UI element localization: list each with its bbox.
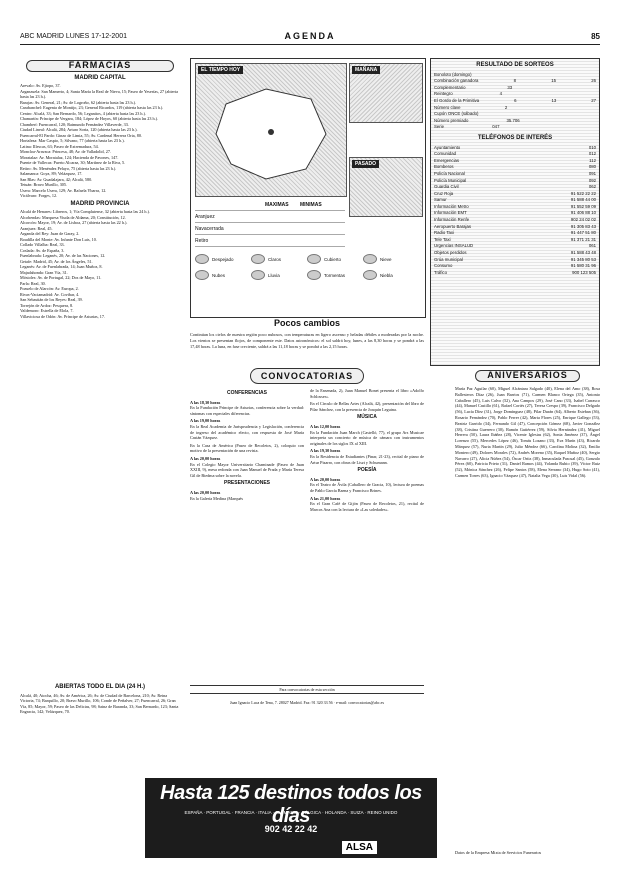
event-description: En la Galería Medina (Marqués: [190, 495, 244, 501]
weather-title: Pocos cambios: [273, 318, 341, 328]
phone-row: [434, 191, 596, 198]
event-description: En la Fundación Príncipe de Asturias, conferencia sobre la verdad: síntomas con especiales diferencias.: [190, 405, 304, 416]
lottery-cell: 27: [591, 97, 596, 103]
ad-subline: ESPAÑA · PORTUGAL · FRANCIA · ITALIA · ALEMANIA · BÉLGICA · HOLANDA · SUIZA · REINO UNIDO: [184, 810, 398, 815]
lottery-cell: Combinación ganadora: [434, 78, 479, 84]
pharmacy-entry: Valdemoro: Estrella de Elola, 7.: [20, 308, 74, 313]
legend-item: Nieve: [363, 251, 419, 267]
pharmacy-entry: Tetuán: Bravo Murillo, 305.: [20, 182, 68, 187]
temp-header-row: MAXIMAS MINIMAS: [195, 199, 345, 211]
phone-name: Ayuntamiento: [434, 144, 461, 150]
lottery-cell: Número clave: [434, 104, 461, 110]
pharmacy-entry: Móstoles: Av. de Portugal, 22; Dos de Mayo, 11.: [20, 275, 102, 280]
pharmacy-entry: Rivas-Vaciamadrid: Av. Covibar, 4.: [20, 291, 80, 297]
pharmacy-entry: Moncloa-Aravaca: Princesa, 48; Av. de Valladolid, 27.: [20, 149, 111, 154]
convocatorias-block: [190, 366, 424, 684]
phone-row: [434, 217, 596, 224]
lottery-results: [434, 72, 596, 131]
phone-row: [434, 224, 596, 231]
temperature-table: [195, 199, 345, 247]
convocatorias-contact: Para convocatorias de esta sección: [190, 685, 424, 694]
event-category: CONFERENCIAS: [226, 390, 267, 396]
event-time: A las 20,00 horas: [190, 455, 221, 461]
phone-number: 061: [588, 243, 596, 249]
phone-row: [434, 184, 596, 191]
pharmacy-entry: Collado Villalba: Real, 33.: [20, 242, 65, 247]
pharmacy-entry: Puente de Vallecas: Puerto Alcaraz, 30; Martínez de la Riva, 5.: [20, 160, 126, 165]
aniversarios-title: ANIVERSARIOS: [475, 370, 580, 382]
pharmacy-entry: Ciudad Lineal: Alcalá, 284; Arturo Soria, 120 (abierta hasta las 23 h.).: [20, 127, 138, 132]
phone-name: Comunidad: [434, 151, 456, 157]
phone-name: Información Metro: [434, 203, 469, 209]
phone-name: Urgencias INSALUD: [434, 243, 474, 249]
phone-number: 062: [588, 184, 596, 190]
pharmacy-entry: Carabanchel: Eugenia de Montijo, 23; General Ricardos, 119 (abierta hasta las 23 h.).: [20, 105, 164, 110]
phone-row: [434, 197, 596, 204]
event-description: En el Colegio Mayor Universitario Chaminade (Paseo de Juan XXIII, 9), mesa redonda con Juan Manuel de Prada y María Teresa Gil de Biedma sobre la novela.: [190, 461, 304, 478]
pharmacy-entry: Retiro: Av. Menéndez Pelayo, 75 (abierta hasta las 23 h.).: [20, 165, 117, 171]
temp-row: Retiro: [195, 235, 345, 247]
phone-name: Guardia Civil: [434, 184, 459, 190]
lottery-row: [434, 78, 596, 85]
phone-name: Consumo: [434, 263, 453, 269]
lottery-box: [430, 58, 600, 366]
legend-item: Tormentas: [307, 267, 363, 283]
phone-number: 91 305 83 43: [570, 223, 596, 229]
pharmacy-entry: Alcalá de Henares: Libreros, 1; Vía Complutense, 32 (abierta hasta las 24 h.).: [20, 209, 150, 214]
farmacias-title: FARMACIAS: [26, 60, 174, 72]
pharmacy-entry: Centro: Alcalá, 33; San Bernardo, 56; Leganitos, 4 (abierta hasta las 23 h.).: [20, 110, 146, 116]
phone-row: [434, 257, 596, 264]
phone-number: 902 24 02 02: [570, 217, 596, 223]
lottery-row: [434, 98, 596, 105]
phone-number: 012: [588, 151, 596, 157]
phone-name: Tele Taxi: [434, 236, 451, 242]
madrid-provincia-heading: MADRID PROVINCIA: [70, 200, 130, 207]
aniversarios-text: María Paz Aguilar (60), Miguel Alcántara Salgado (40), Elena del Amo (38), Rosa Ballesteros Díaz (26), Juan Barrios (71), Carmen Blanco Ortega (35), Antonio Caballero (45), Luis Calvo (52), Ana Campos (29), José Cano (33), Isabel Carrasco (44), Manuel Castillo (61), Rafael Cortés (27), Teresa Crespo (39), Francisco Delgado (56), Lucía Díez (31), Jorge Domínguez (48), Pilar Durán (64), Alberto Esteban (36), Rosario Fernández (70), Pablo Ferrer (42), Marta Flores (25), Enrique Gallego (53), Beatriz Garrido (34), Fernando Gil (47), Concepción Gómez (68), Javier González (38), Cristina Guerrero (30), Ramón Gutiérrez (59), Silvia Hernández (41), Miguel Herrera (50), Laura Ibáñez (28), Vicente Iglesias (62), Sonia Jiménez (37), Ángel Lorenzo (55), Mercedes López (46), Tomás Lozano (33), Eva Marín (43), Ricardo Márquez (57), Nuria Martín (29), Julio Méndez (66), Carolina Molina (32), Emilio Montero (49), Dolores Morales (72), Andrés Moreno (35), Raquel Muñoz (40), Sergio Navarro (27), Alicia Núñez (54), Óscar Ortiz (38), Inmaculada Pascual (45), Gonzalo Pérez (60), Patricia Prieto (31), Daniel Ramos (44), Yolanda Rubio (39), Víctor Ruiz (52), Mónica Sánchez (26), Felipe Santos (58), Elena Serrano (34), Hugo Soto (41), Carmen Torres (63), Ignacio Vázquez (47), Natalia Vega (30), Luis Vidal (56).: [455, 385, 600, 478]
phone-name: Samur: [434, 197, 447, 203]
legend-item: Nubes: [195, 267, 251, 283]
lottery-cell: 26: [591, 78, 596, 84]
cloud-icon: [307, 254, 321, 264]
page-number: 85: [591, 32, 600, 41]
aniversarios-block: [455, 370, 600, 483]
phone-number: 91 371 21 31: [570, 236, 596, 242]
pharmacy-entry: Fuencarral-El Pardo: Ginzo de Limia, 55; Av. Cardenal Herrera Oria, 80.: [20, 132, 142, 138]
event-description: de la Ensenada, 2), Juan Manuel Bonet presenta el libro «Adolfo Schlosser».: [310, 388, 424, 399]
phone-number: 91 552 59 09: [570, 203, 596, 209]
lottery-cell: Complementario: [434, 84, 466, 90]
event-description: En el Círculo de Bellas Artes (Alcalá, 42), presentación del libro de Pilar Sánchez, con la presencia de Joaquín Leguina.: [310, 401, 424, 412]
pharmacy-entry: Chamberí: Fuencarral, 120; Raimundo Fernández Villaverde, 33.: [20, 121, 129, 127]
section-title: AGENDA: [284, 31, 336, 41]
phone-name: Bomberos: [434, 164, 454, 170]
phone-row: [434, 204, 596, 211]
lottery-row: [434, 124, 596, 131]
pharmacy-entry: Coslada: Av. de España, 3.: [20, 247, 65, 253]
phone-row: [434, 270, 596, 277]
phone-list: [434, 145, 596, 277]
lottery-row: [434, 85, 596, 92]
ad-headline: Hasta 125 destinos todos los días: [160, 782, 422, 827]
weather-legend: [195, 251, 421, 283]
pharmacy-entry: Chamartín: Príncipe de Vergara, 184; López de Hoyos, 60 (abierta hasta las 23 h.).: [20, 116, 159, 121]
phone-name: Radio Taxi: [434, 230, 454, 236]
phone-number: 91 447 51 80: [570, 230, 596, 236]
fog-icon: [363, 270, 377, 280]
lottery-cell: 35.706: [506, 117, 520, 123]
phone-row: [434, 243, 596, 250]
phone-row: [434, 230, 596, 237]
phone-row: [434, 250, 596, 257]
event-category: MÚSICA: [357, 414, 377, 421]
lottery-cell: 13: [551, 97, 557, 103]
phone-name: Emergencias: [434, 157, 460, 163]
phone-number: 900 123 505: [572, 269, 596, 275]
phone-number: 91 588 43 48: [570, 250, 596, 256]
pharmacy-entry: San Sebastián de los Reyes: Real, 39.: [20, 297, 83, 302]
sun-icon: [195, 254, 209, 264]
phone-number: 091: [588, 170, 596, 176]
storm-icon: [307, 270, 321, 280]
lottery-row: [434, 105, 596, 112]
lottery-row: [434, 111, 596, 118]
weather-text: Continúan los cielos de nuestra región poco nubosos, con temperaturas en ligero ascenso y heladas débiles a moderadas por la noche. Los vientos se presentan flojos, de componente este. Datos astronómicos: el sol saldrá hoy, lunes, a las 8,30 horas y se pondrá a las 17,48 horas. La luna, en fase creciente, saldrá a las 11,18 horas y se pondrá a las 2,15 horas.: [190, 332, 424, 349]
lottery-cell: Serie: [434, 124, 445, 130]
phones-title: TELÉFONOS DE INTERÉS: [477, 134, 553, 141]
event-category: POESÍA: [357, 467, 377, 474]
lottery-cell: Bonoloto (domingo): [434, 71, 472, 77]
header-date: ABC MADRID LUNES 17-12-2001: [20, 33, 127, 40]
pharmacy-entry: Usera: Marcelo Usera, 129; Av. Rafaela Ybarra, 12.: [20, 187, 107, 193]
phone-name: Policía Nacional: [434, 170, 465, 176]
pharmacy-entry: Villaviciosa de Odón: Av. Príncipe de Asturias, 17.: [20, 313, 105, 319]
phone-row: [434, 151, 596, 158]
phone-number: 080: [588, 164, 596, 170]
pharmacy-entry: Latina: Illescas, 63; Paseo de Extremadura, 54.: [20, 143, 99, 149]
capital-list: [20, 83, 180, 199]
pharmacy-entry: Arevalo: Av. Ejiopo, 37.: [20, 83, 61, 88]
phone-name: Cruz Roja: [434, 190, 454, 196]
pharmacy-entry: Leganés: Av. de Fuenlabrada, 14; Juan Muñoz, 8.: [20, 264, 103, 269]
pharmacy-entry: Parla: Real, 30.: [20, 280, 46, 286]
phone-number: 91 406 88 10: [570, 210, 596, 216]
aniversarios-footer: Datos de la Empresa Mixta de Servicios Funerarios: [455, 850, 542, 855]
phone-row: [434, 158, 596, 165]
pharmacy-entry: San Blas: Av. Guadalajara, 42; Alcalá, 580.: [20, 176, 93, 182]
phone-row: [434, 237, 596, 244]
pharmacy-entry: Torrejón de Ardoz: Pesquera, 8.: [20, 302, 74, 308]
phone-name: Tráfico: [434, 269, 447, 275]
pharmacy-entry: Moratalaz: Av. Moratalaz, 124; Hacienda de Pavones, 147.: [20, 154, 119, 160]
pharmacy-entry: Aranjuez: Real, 45.: [20, 225, 53, 231]
lottery-cell: Número premiado: [434, 117, 469, 123]
lottery-cell: El Gordo de la Primitiva: [434, 97, 480, 103]
lottery-cell: 4: [499, 91, 503, 97]
farmacias-column: [20, 58, 180, 678]
ad-phone: 902 42 22 42: [264, 824, 318, 834]
page-header: [20, 30, 600, 45]
today-label: EL TIEMPO HOY: [198, 66, 243, 74]
phone-name: Información Renfe: [434, 217, 470, 223]
rain-icon: [251, 270, 265, 280]
pharmacy-entry: Salamanca: Goya, 89; Velázquez, 17.: [20, 171, 83, 176]
phone-number: 092: [588, 177, 596, 183]
lottery-cell: 33: [507, 84, 513, 90]
bus-advertisement[interactable]: [145, 778, 437, 858]
event-time: A las 12,00 horas: [310, 423, 341, 429]
pharmacy-entry: Barajas: Av. General, 21; Av. de Logroño, 62 (abierta hasta las 23 h.).: [20, 99, 137, 105]
partly-cloudy-icon: [251, 254, 265, 264]
ad-brand-logo: ALSA: [342, 841, 377, 854]
pharmacy-entry: Alcobendas: Marquesa Viuda de Aldama, 20; Constitución, 12.: [20, 214, 126, 220]
pharmacy-entry: Arganda del Rey: Juan de Garay, 2.: [20, 231, 80, 236]
convocatorias-address: Juan Ignacio Luca de Tena, 7. 28027 Madrid. Fax: 91 320 33 56 · e-mail: convocatorias@abc.es: [229, 700, 385, 705]
phone-name: Objetos perdidos: [434, 250, 467, 256]
phone-row: [434, 164, 596, 171]
event-time: A las 18,30 horas: [190, 399, 221, 405]
region-outline-icon: [196, 64, 346, 196]
phone-row: [434, 263, 596, 270]
pharmacy-entry: Arganzuela: San Mamerto, 4; Santa María la Real de Nieva, 15; Paseo de Yeserías, 27 (abierta hasta las 23 h.).: [20, 88, 178, 99]
pharmacy-entry: Pozuelo de Alarcón: Av. Europa, 2.: [20, 286, 79, 291]
provincia-list: [20, 209, 180, 319]
phone-number: 010: [588, 144, 596, 150]
phone-row: [434, 178, 596, 185]
lottery-cell: 15: [551, 78, 557, 84]
phone-row: [434, 171, 596, 178]
lottery-row: [434, 91, 596, 98]
lottery-cell: Reintegro: [434, 91, 453, 97]
phone-name: Información EMT: [434, 210, 467, 216]
event-description: En la Residencia de Estudiantes (Pinar, 21-23), recital de piano de Artur Pizarro, con obras de Liszt y Schumann.: [310, 453, 424, 465]
snow-icon: [363, 254, 377, 264]
legend-item: Niebla: [363, 267, 419, 283]
lottery-cell: 2: [504, 104, 508, 110]
past-label: PASADO: [352, 160, 379, 168]
pharmacy-entry: Majadahonda: Gran Vía, 31.: [20, 269, 68, 275]
tomorrow-label: MAÑANA: [352, 66, 380, 74]
event-description: En la Real Academia de Jurisprudencia y Legislación, conferencia de ingreso del académico electo, con respuesta de José María Castán Vázquez.: [190, 423, 304, 441]
abiertas-heading: ABIERTAS TODO EL DIA (24 H.): [54, 684, 146, 690]
legend-item: Despejado: [195, 251, 251, 267]
phone-number: 91 588 44 00: [570, 197, 596, 203]
madrid-capital-heading: MADRID CAPITAL: [74, 74, 126, 81]
temp-row: Aranjuez: [195, 211, 345, 223]
temp-row: Navacerrada: [195, 223, 345, 235]
pharmacy-entry: Getafe: Madrid, 45; Av. de los Ángeles, 51.: [20, 258, 93, 264]
event-description: En el Teatro de Ávila (Caballero de Gracia, 10), lectura de poemas de Pablo García Baena y Francisco Brines.: [310, 482, 424, 493]
weather-map-tomorrow: [349, 63, 423, 123]
lottery-panel: [430, 58, 600, 366]
phone-number: 91 345 80 53: [570, 256, 596, 262]
convocatorias-left-column: [190, 388, 304, 503]
legend-item: Claros: [251, 251, 307, 267]
lottery-cell: 6: [514, 97, 517, 103]
lottery-title: RESULTADO DE SORTEOS: [476, 62, 554, 68]
event-time: A las 19,00 horas: [190, 418, 221, 424]
legend-item: Cubierto: [307, 251, 363, 267]
pharmacy-entry: Fuenlabrada: Leganés, 20; Av. de las Naciones, 12.: [20, 253, 106, 258]
lottery-row: [434, 72, 596, 79]
event-category: PRESENTACIONES: [223, 480, 271, 487]
phone-number: 91 580 31 96: [570, 263, 596, 269]
phone-row: [434, 145, 596, 152]
phone-name: Grúa municipal: [434, 256, 463, 262]
lottery-cell: 047: [492, 124, 500, 130]
lottery-cell: Cupón ONCE (sábado): [434, 111, 479, 117]
event-description: En la Casa de América (Paseo de Recoletos, 2), coloquio con motivo de la presentación de una revista.: [190, 442, 304, 454]
legend-item: Lluvia: [251, 267, 307, 283]
weather-box: [190, 58, 426, 318]
lottery-row: [434, 118, 596, 125]
convocatorias-right-column: [310, 388, 424, 514]
pharmacy-entry: Boadilla del Monte: Av. Infante Don Luis, 10.: [20, 236, 97, 242]
lottery-cell: 8: [513, 78, 517, 84]
weather-map-today: [195, 63, 347, 197]
phone-row: [434, 210, 596, 217]
event-time: A las 21,00 horas: [310, 495, 341, 501]
event-description: En el Gran Café de Gijón (Paseo de Recoletos, 21), recital de Marcos Ana con la lectura de «Las soledades».: [310, 501, 424, 512]
pharmacy-entry: Hortaleza: Mar Caspio, 5; Silvano, 77 (abierta hasta las 23 h.).: [20, 138, 125, 143]
convocatorias-title: CONVOCATORIAS: [250, 368, 364, 384]
phone-name: Aeropuerto Barajas: [434, 223, 472, 229]
pharmacy-entry: Vicálvaro: Forges, 12.: [20, 193, 58, 198]
abiertas-text: Alcalá, 40; Atocha, 46; Av. de América, 26; Av. de Ciudad de Barcelona, 210; Av. Reina Victoria, 74; Barquillo, 20; Bravo Murillo, 106; Conde de Peñalver, 27; Fuencarral, 26; Gran Vía, 85; Mayor, 59; Paseo de las Delicias, 98; Sainz de Baranda, 33; San Bernardo, 123; Santa Engracia, 142; Velázquez, 70.: [20, 692, 179, 714]
phone-number: 91 522 22 22: [570, 190, 596, 196]
clouds-icon: [195, 270, 209, 280]
event-time: A las 20,00 horas: [310, 476, 341, 482]
event-time: A las 19,30 horas: [310, 448, 341, 454]
phone-number: 112: [589, 157, 596, 163]
pharmacy-entry: Alcorcón: Mayor, 19; Av. de Lisboa, 27 (abierta hasta las 22 h.).: [20, 220, 128, 225]
event-time: A las 20,00 horas: [190, 489, 221, 495]
phone-name: Policía Municipal: [434, 177, 467, 183]
weather-map-past: [349, 157, 423, 217]
event-description: En la Fundación Juan March (Castelló, 77), el grupo Ars Musicae interpreta un concierto de música de cámara con instrumentos originales de los siglos IX al XIII.: [310, 429, 424, 446]
